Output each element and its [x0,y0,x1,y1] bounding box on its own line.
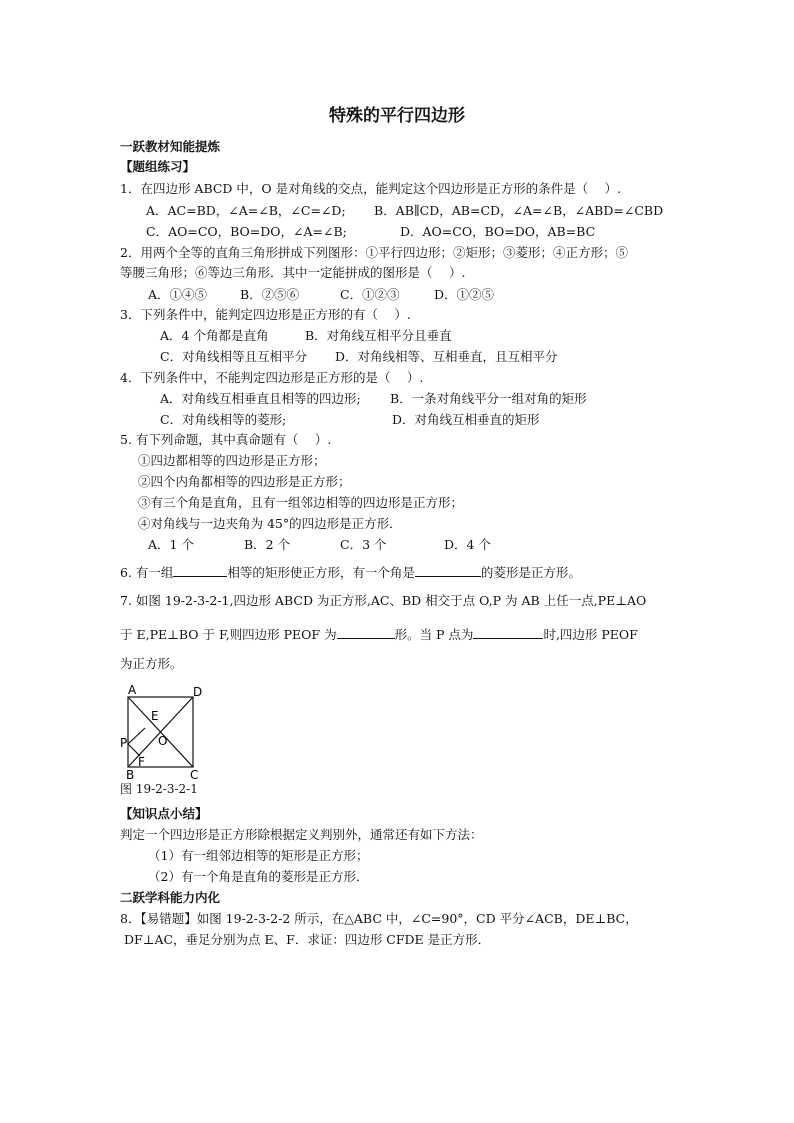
section-heading-1: 一跃教材知能提炼 [120,139,221,154]
q6-line [120,563,581,581]
q3-stem: 3．下列条件中，能判定四边形是正方形的有（ ）. [120,307,411,322]
square-diagram-svg [118,682,218,782]
label-e: E [151,709,159,723]
q2-option-d: D．①②⑤ [434,287,495,302]
q1-option-a: A．AC=BD，∠A=∠B，∠C=∠D; [146,203,346,218]
q4-option-a: A．对角线互相垂直且相等的四边形; [160,391,361,406]
q7-blank-2 [473,625,543,639]
q3-option-b: B．对角线互相平分且垂直 [305,328,452,343]
q8-line1: 8．【易错题】如图 19-2-3-2-2 所示，在△ABC 中，∠C=90°，CD 平分∠ACB，DE⊥BC， [120,911,638,926]
q2-option-c: C．①②③ [340,287,400,302]
q5-proposition-3: ③有三个角是直角，且有一组邻边相等的四边形是正方形； [138,495,464,510]
summary-method-2: （2）有一个角是直角的菱形是正方形． [148,869,369,884]
q1-option-c: C．AO=CO，BO=DO，∠A=∠B; [146,224,347,239]
q7-text-a: 于 E,PE⊥BO 于 F,则四边形 PEOF 为 [120,627,337,642]
summary-intro: 判定一个四边形是正方形除根据定义判别外，通常还有如下方法： [120,827,483,842]
q2-stem-line2: 等腰三角形；⑥等边三角形．其中一定能拼成的图形是（ ）. [120,265,466,280]
q7-line2 [120,625,638,643]
q4-option-c: C．对角线相等的菱形; [160,412,287,427]
q4-option-b: B．一条对角线平分一组对角的矩形 [390,391,587,406]
label-d: D [193,685,203,699]
q7-line3: 为正方形。 [120,656,183,671]
page-title: 特殊的平行四边形 [329,106,465,126]
segment-pe [128,728,145,744]
section-heading-2: 二跃学科能力内化 [120,890,221,905]
label-b: B [126,768,135,782]
q6-text-b: 相等的矩形使正方形，有一个角是 [227,565,415,580]
q3-option-c: C．对角线相等且互相平分 [160,349,308,364]
q6-blank-1 [173,563,227,577]
q6-blank-2 [415,563,481,577]
q7-blank-1 [337,625,395,639]
q7-text-c: 时,四边形 PEOF [543,627,638,642]
q4-stem: 4．下列条件中，不能判定四边形是正方形的是（ ）. [120,370,424,385]
label-a: A [128,683,137,697]
q4-option-d: D．对角线互相垂直的矩形 [392,412,540,427]
summary-method-1: （1）有一组邻边相等的矩形是正方形； [148,848,369,863]
q5-proposition-2: ②四个内角都相等的四边形是正方形； [138,474,351,489]
q7-text-b: 形。当 P 点为 [394,627,474,642]
q1-option-d: D．AO=CO，BO=DO，AB=BC [400,224,596,239]
label-c: C [190,768,199,782]
q3-option-d: D．对角线相等、互相垂直，且互相平分 [335,349,558,364]
q5-option-a: A．1 个 [148,537,194,552]
q1-stem: 1．在四边形 ABCD 中，O 是对角线的交点，能判定这个四边形是正方形的条件是（ ）. [120,181,622,196]
label-f: F [138,755,145,769]
q5-proposition-1: ①四边都相等的四边形是正方形； [138,453,326,468]
q5-option-d: D．4 个 [444,537,491,552]
q6-text-a: 6. 有一组 [120,565,174,580]
q5-stem: 5. 有下列命题，其中真命题有（ ）. [120,432,332,447]
q5-option-b: B．2 个 [244,537,291,552]
q2-stem-line1: 2．用两个全等的直角三角形拼成下列图形：①平行四边形；②矩形；③菱形；④正方形；⑤ [120,245,628,260]
figure-caption: 图 19-2-3-2-1 [120,782,198,796]
practice-header: 【题组练习】 [120,159,196,174]
q5-option-c: C．3 个 [340,537,387,552]
q5-proposition-4: ④对角线与一边夹角为 45°的四边形是正方形． [138,516,402,531]
q6-text-c: 的菱形是正方形。 [480,565,581,580]
label-p: P [120,736,128,750]
square-diagram [118,682,218,782]
q7-line1: 7. 如图 19-2-3-2-1,四边形 ABCD 为正方形,AC、BD 相交于点 O,P 为 AB 上任一点,PE⊥AO [120,593,647,608]
q2-option-b: B．②⑤⑥ [240,287,300,302]
q2-option-a: A．①④⑤ [148,287,208,302]
summary-header: 【知识点小结】 [120,806,208,821]
q8-line2: DF⊥AC，垂足分别为点 E、F．求证：四边形 CFDE 是正方形． [124,932,491,947]
label-o: O [158,734,168,748]
q1-option-b: B．AB∥CD，AB=CD，∠A=∠B，∠ABD=∠CBD [374,203,664,218]
q3-option-a: A．4 个角都是直角 [160,328,269,343]
